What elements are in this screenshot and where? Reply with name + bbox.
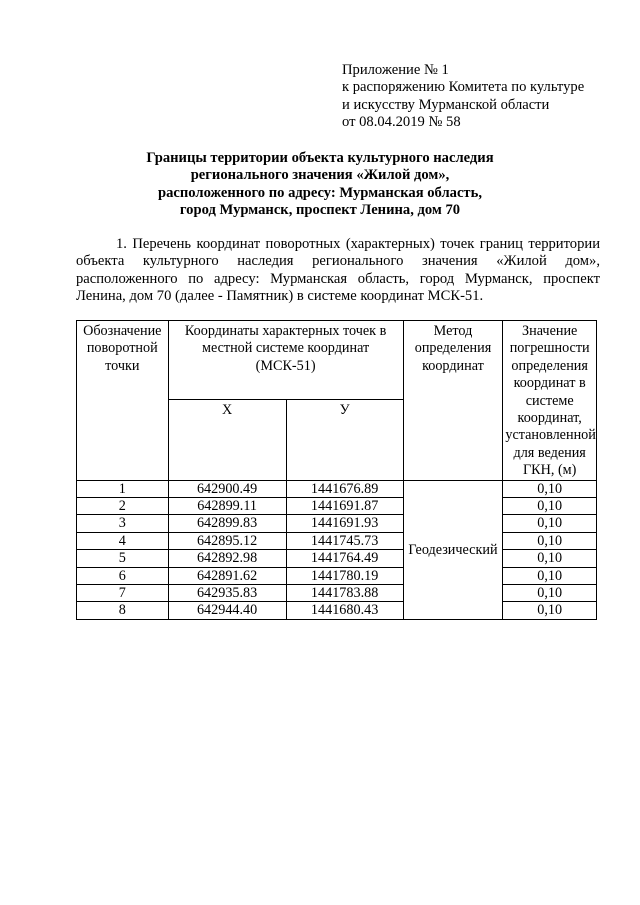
- header-method: Метод определения координат: [403, 321, 503, 481]
- table-row: [77, 532, 597, 549]
- cell-accuracy: 0,10: [503, 602, 597, 619]
- cell-y: 1441691.93: [286, 515, 403, 532]
- cell-x: 642900.49: [168, 480, 286, 497]
- attachment-number: Приложение № 1: [342, 62, 449, 78]
- table-row: [77, 515, 597, 532]
- table-body: [77, 480, 597, 619]
- table-row: [77, 585, 597, 602]
- cell-x: 642895.12: [168, 532, 286, 549]
- table-row: [77, 480, 597, 497]
- cell-accuracy: 0,10: [503, 550, 597, 567]
- document-title: [60, 150, 580, 220]
- cell-accuracy: 0,10: [503, 515, 597, 532]
- intro-text: 1. Перечень координат поворотных (характерных) точек границ территории объекта культурного наследия регионального значения «Жилой дом», расположенного по адресу: Мурманская область, город Мурманск, проспект Ленина, дом 70 (далее - Памятник) в системе координат МСК-51.: [76, 236, 600, 305]
- cell-point-number: 3: [77, 515, 169, 532]
- cell-point-number: 8: [77, 602, 169, 619]
- cell-x: 642944.40: [168, 602, 286, 619]
- attachment-header: [342, 62, 632, 132]
- cell-y: 1441780.19: [286, 567, 403, 584]
- title-line-2: регионального значения «Жилой дом»,: [190, 167, 450, 184]
- attachment-committee: и искусству Мурманской области: [342, 96, 550, 113]
- header-point: Обозначение поворотной точки: [77, 321, 169, 481]
- header-accuracy: Значение погрешности определения координат в системе координат, установленной для ведения ГКН, (м): [503, 321, 597, 481]
- cell-y: 1441764.49: [286, 550, 403, 567]
- cell-point-number: 2: [77, 498, 169, 515]
- title-line-3: расположенного по адресу: Мурманская область,: [158, 184, 482, 201]
- cell-y: 1441680.43: [286, 602, 403, 619]
- title-line-4: город Мурманск, проспект Ленина, дом 70: [179, 202, 461, 219]
- cell-point-number: 6: [77, 567, 169, 584]
- cell-method: Геодезический: [403, 480, 503, 619]
- cell-accuracy: 0,10: [503, 532, 597, 549]
- cell-point-number: 4: [77, 532, 169, 549]
- cell-accuracy: 0,10: [503, 585, 597, 602]
- attachment-order-ref: к распоряжению Комитета по культуре: [342, 79, 585, 96]
- header-coords: Координаты характерных точек в местной системе координат (МСК-51): [168, 321, 403, 400]
- cell-x: 642899.11: [168, 498, 286, 515]
- cell-y: 1441691.87: [286, 498, 403, 515]
- cell-point-number: 7: [77, 585, 169, 602]
- cell-accuracy: 0,10: [503, 480, 597, 497]
- title-line-1: Границы территории объекта культурного наследия: [146, 150, 494, 166]
- cell-y: 1441745.73: [286, 532, 403, 549]
- table-row: [77, 602, 597, 619]
- table-row: [77, 550, 597, 567]
- header-y: У: [286, 399, 403, 480]
- header-x: X: [168, 399, 286, 480]
- cell-accuracy: 0,10: [503, 567, 597, 584]
- table-row: [77, 567, 597, 584]
- cell-x: 642891.62: [168, 567, 286, 584]
- cell-x: 642935.83: [168, 585, 286, 602]
- cell-accuracy: 0,10: [503, 498, 597, 515]
- attachment-date: от 08.04.2019 № 58: [342, 114, 461, 131]
- table-row: [77, 498, 597, 515]
- cell-y: 1441783.88: [286, 585, 403, 602]
- cell-y: 1441676.89: [286, 480, 403, 497]
- coordinates-table: [76, 320, 597, 620]
- cell-point-number: 5: [77, 550, 169, 567]
- cell-point-number: 1: [77, 480, 169, 497]
- cell-x: 642892.98: [168, 550, 286, 567]
- intro-paragraph: [76, 236, 600, 306]
- cell-x: 642899.83: [168, 515, 286, 532]
